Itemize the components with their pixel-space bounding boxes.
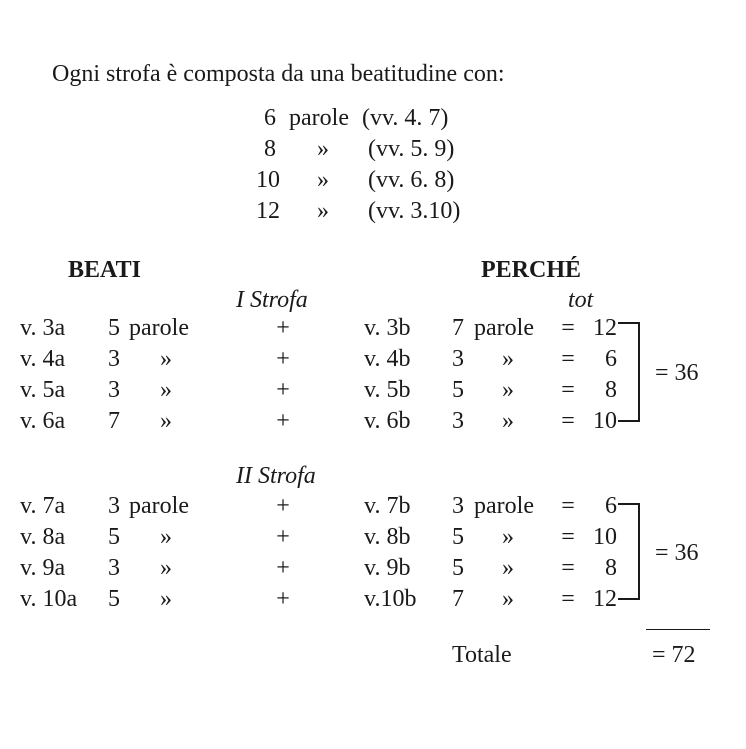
perche-verse: v.10b	[364, 586, 417, 612]
summary-count: 8	[264, 136, 276, 162]
beati-word-unit: parole	[129, 315, 189, 341]
perche-word-unit: »	[502, 586, 514, 612]
intro-text: Ogni strofa è composta da una beatitudine con:	[52, 61, 505, 87]
row-total: 12	[593, 315, 617, 341]
plus-sign: +	[276, 493, 290, 519]
beati-word-unit: »	[160, 408, 172, 434]
row-total: 8	[605, 555, 617, 581]
perche-word-count: 5	[452, 555, 464, 581]
beati-word-count: 3	[108, 346, 120, 372]
plus-sign: +	[276, 555, 290, 581]
perche-verse: v. 6b	[364, 408, 411, 434]
beati-word-count: 3	[108, 493, 120, 519]
summary-count: 10	[256, 167, 280, 193]
perche-word-count: 3	[452, 493, 464, 519]
header-perche: PERCHÉ	[481, 257, 582, 283]
plus-sign: +	[276, 315, 290, 341]
perche-word-count: 3	[452, 346, 464, 372]
beati-verse: v. 4a	[20, 346, 66, 372]
perche-word-unit: parole	[474, 315, 534, 341]
row-total: 10	[593, 408, 617, 434]
summary-word: »	[317, 198, 329, 224]
perche-word-unit: »	[502, 377, 514, 403]
total-bracket	[618, 503, 640, 600]
summary-word: »	[317, 167, 329, 193]
equals-sign: =	[561, 586, 575, 612]
perche-verse: v. 3b	[364, 315, 411, 341]
header-beati: BEATI	[68, 257, 141, 283]
plus-sign: +	[276, 377, 290, 403]
summary-verses: (vv. 6. 8)	[368, 167, 455, 193]
beati-word-count: 7	[108, 408, 120, 434]
equals-sign: =	[561, 408, 575, 434]
summary-count: 12	[256, 198, 280, 224]
strofa-title: I Strofa	[236, 287, 308, 313]
perche-word-unit: »	[502, 524, 514, 550]
perche-verse: v. 9b	[364, 555, 411, 581]
beati-word-unit: »	[160, 377, 172, 403]
beati-verse: v. 7a	[20, 493, 66, 519]
beati-word-count: 3	[108, 555, 120, 581]
beati-word-unit: »	[160, 555, 172, 581]
equals-sign: =	[561, 346, 575, 372]
plus-sign: +	[276, 524, 290, 550]
summary-verses: (vv. 3.10)	[368, 198, 461, 224]
row-total: 12	[593, 586, 617, 612]
summary-count: 6	[264, 105, 276, 131]
perche-word-unit: »	[502, 408, 514, 434]
beati-verse: v. 5a	[20, 377, 66, 403]
row-total: 6	[605, 493, 617, 519]
equals-sign: =	[561, 377, 575, 403]
perche-word-count: 7	[452, 315, 464, 341]
perche-word-count: 5	[452, 524, 464, 550]
beati-verse: v. 3a	[20, 315, 66, 341]
equals-sign: =	[561, 524, 575, 550]
row-total: 10	[593, 524, 617, 550]
perche-word-unit: parole	[474, 493, 534, 519]
perche-word-count: 3	[452, 408, 464, 434]
perche-verse: v. 4b	[364, 346, 411, 372]
beati-word-unit: parole	[129, 493, 189, 519]
perche-word-count: 7	[452, 586, 464, 612]
beati-word-unit: »	[160, 586, 172, 612]
beati-word-unit: »	[160, 346, 172, 372]
strofa-total: = 36	[655, 540, 699, 566]
header-tot: tot	[568, 287, 594, 313]
equals-sign: =	[561, 555, 575, 581]
strofa-total: = 36	[655, 360, 699, 386]
row-total: 6	[605, 346, 617, 372]
perche-word-unit: »	[502, 555, 514, 581]
equals-sign: =	[561, 315, 575, 341]
plus-sign: +	[276, 408, 290, 434]
row-total: 8	[605, 377, 617, 403]
beati-verse: v. 8a	[20, 524, 66, 550]
total-rule	[646, 629, 710, 630]
beati-verse: v. 9a	[20, 555, 66, 581]
perche-word-count: 5	[452, 377, 464, 403]
plus-sign: +	[276, 586, 290, 612]
plus-sign: +	[276, 346, 290, 372]
perche-verse: v. 8b	[364, 524, 411, 550]
beati-word-count: 3	[108, 377, 120, 403]
beati-word-count: 5	[108, 315, 120, 341]
summary-verses: (vv. 4. 7)	[362, 105, 449, 131]
grand-total-label: Totale	[452, 642, 512, 668]
strofa-title: II Strofa	[236, 463, 316, 489]
total-bracket	[618, 322, 640, 422]
perche-verse: v. 7b	[364, 493, 411, 519]
summary-verses: (vv. 5. 9)	[368, 136, 455, 162]
perche-word-unit: »	[502, 346, 514, 372]
beati-word-count: 5	[108, 586, 120, 612]
beati-word-unit: »	[160, 524, 172, 550]
equals-sign: =	[561, 493, 575, 519]
summary-word: parole	[289, 105, 349, 131]
beati-verse: v. 10a	[20, 586, 78, 612]
summary-word: »	[317, 136, 329, 162]
beati-word-count: 5	[108, 524, 120, 550]
beati-verse: v. 6a	[20, 408, 66, 434]
grand-total-value: = 72	[652, 642, 696, 668]
perche-verse: v. 5b	[364, 377, 411, 403]
